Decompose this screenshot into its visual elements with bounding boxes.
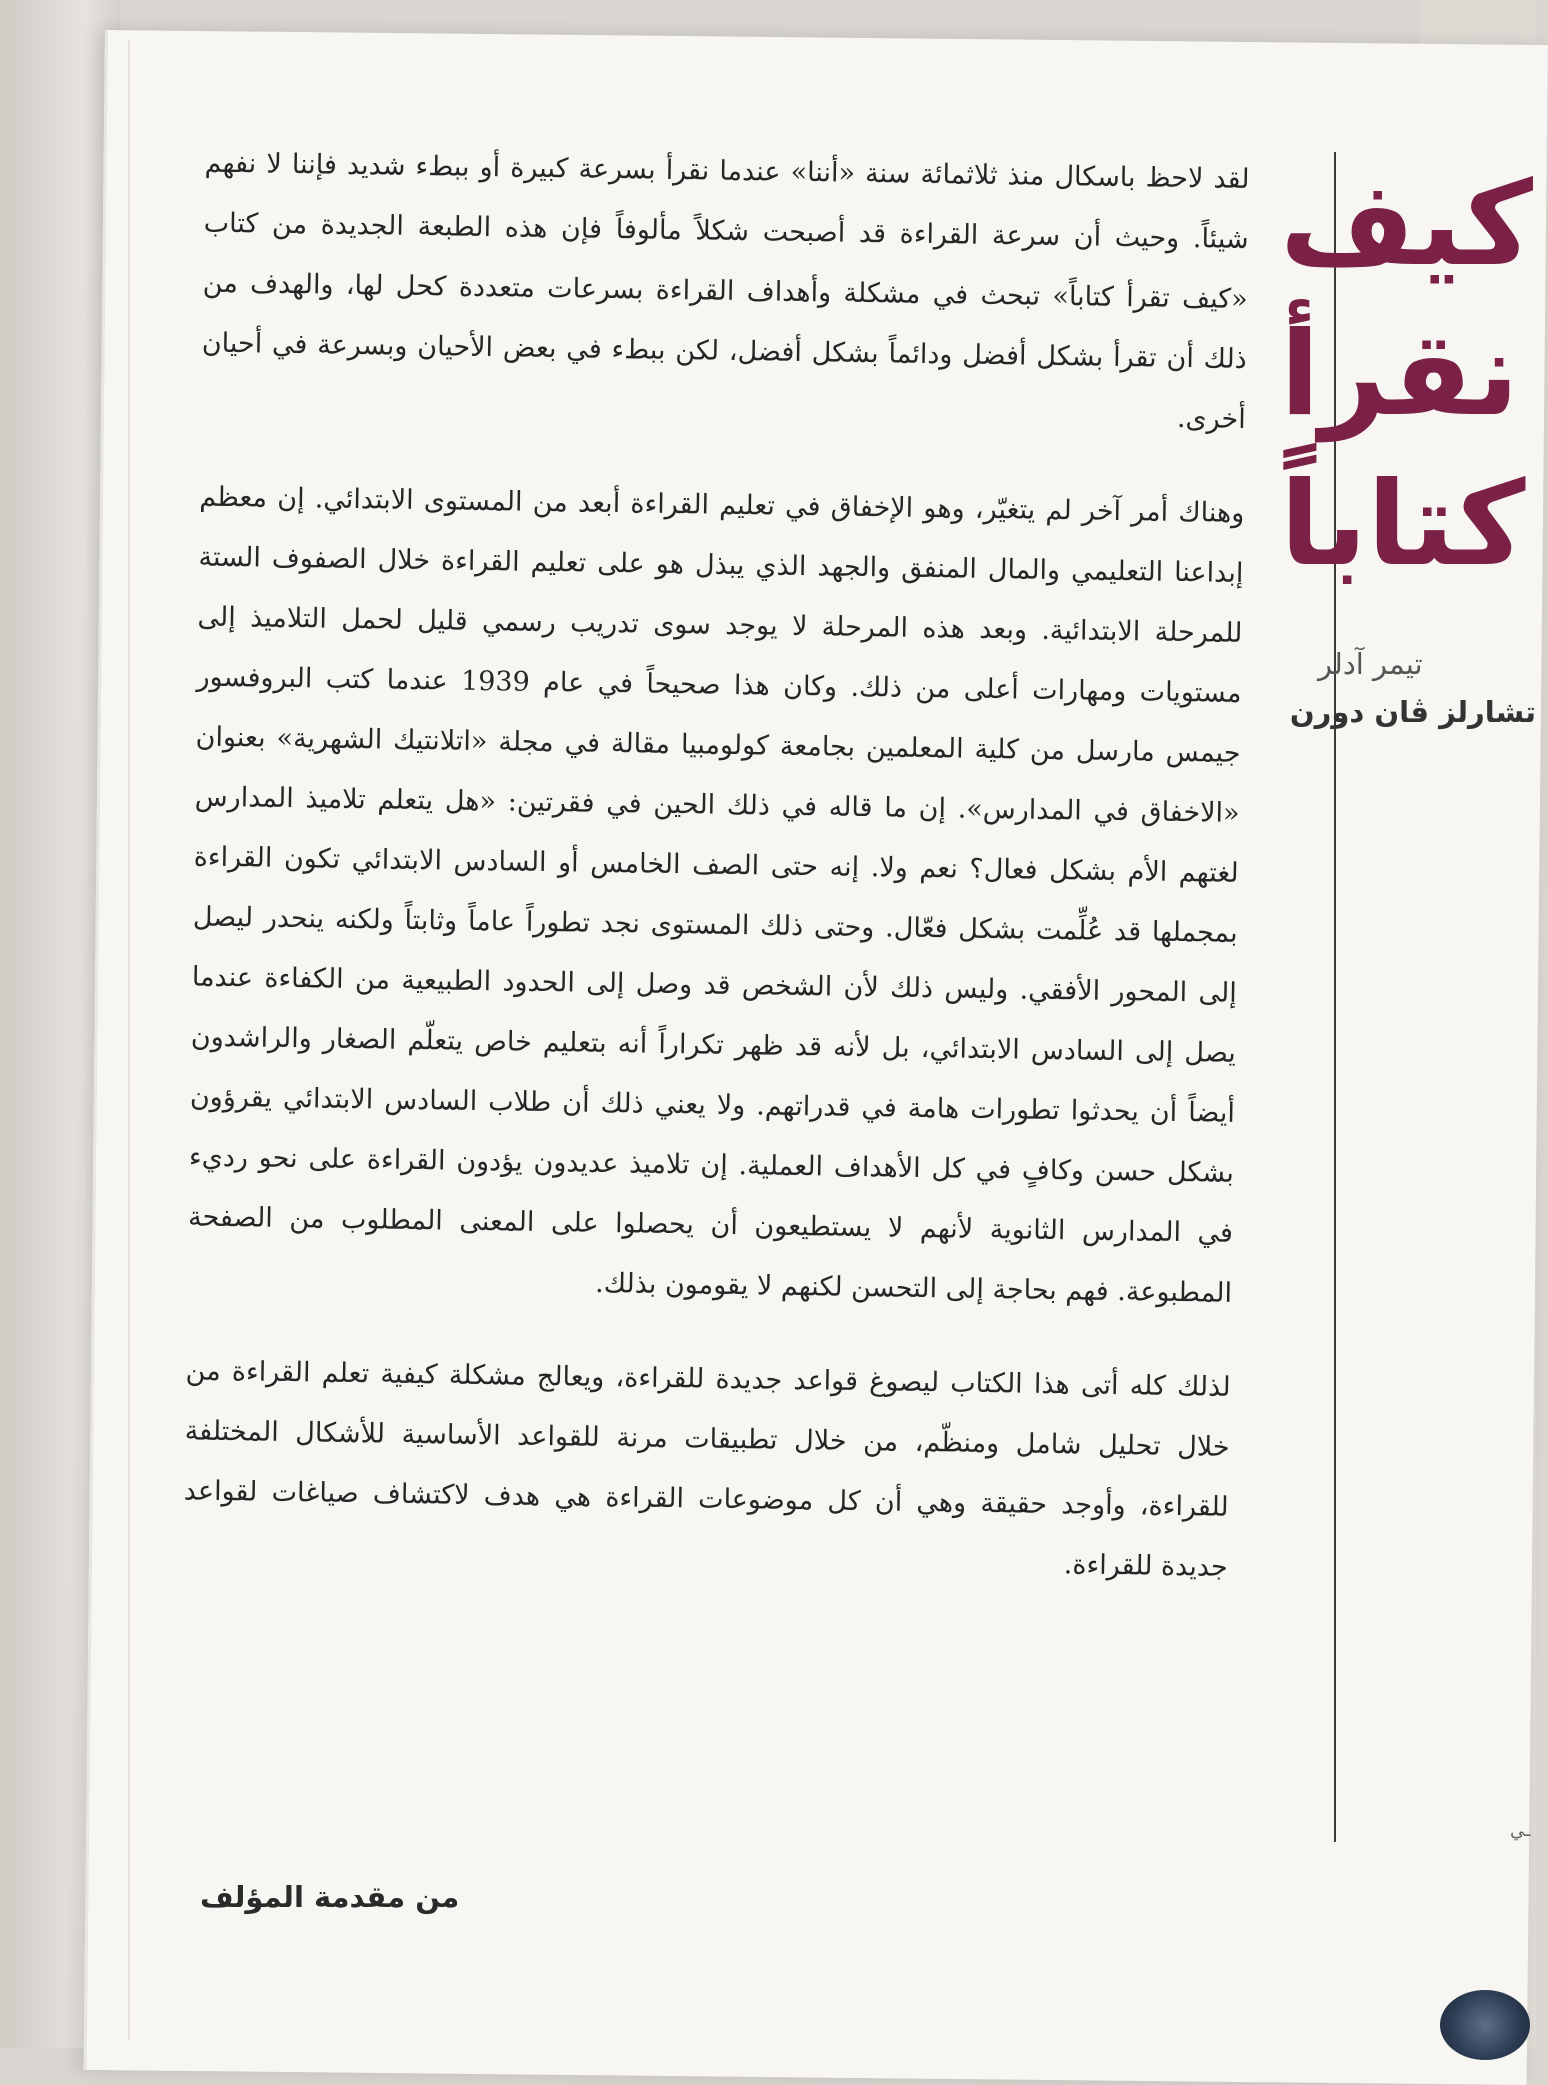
publisher-seal-icon [1440, 1990, 1530, 2060]
spine-title [1280, 150, 1536, 600]
spine-title-line-2: نقرأ [1280, 307, 1519, 442]
spine-authors [1289, 640, 1536, 736]
back-cover-text [182, 134, 1250, 1632]
attribution: من مقدمة المؤلف [200, 1880, 460, 1914]
spine-title-line-3: كتاباً [1280, 457, 1526, 592]
paragraph-2: وهناك أمر آخر لم يتغيّر، وهو الإخفاق في تعليم القراءة أبعد من المستوى الابتدائي. إن معظم إبداعنا التعليمي والمال المنفق والجهد الذي يبذل هو على تعليم القراءة خلال الصفوف الستة للمرحلة الابتدائية. وبعد هذه المرحلة لا يوجد سوى تدريب رسمي قليل لحمل التلاميذ إلى مستويات ومهارات أعلى من ذلك. وكان هذا صحيحاً في عام 1939 عندما كتب البروفسور جيمس مارسل من كلية المعلمين بجامعة كولومبيا مقالة في مجلة «اتلانتيك الشهرية» بعنوان «الاخفاق في المدارس». إن ما قاله في ذلك الحين في فقرتين: «هل يتعلم تلاميذ المدارس لغتهم الأم بشكل فعال؟ نعم ولا. إنه حتى الصف الخامس أو السادس الابتدائي تكون القراءة بمجملها قد عُلِّمت بشكل فعّال. وحتى ذلك المستوى نجد تطوراً عاماً وثابتاً ولكنه ينحدر ليصل إلى المحور الأفقي. وليس ذلك لأن الشخص قد وصل إلى الحدود الطبيعية من الكفاءة عندما يصل إلى السادس الابتدائي، بل لأنه قد ظهر تكراراً أنه بتعليم خاص يتعلّم الصغار والراشدون أيضاً أن يحدثوا تطورات هامة في قدراتهم. ولا يعني ذلك أن طلاب السادس الابتدائي يقرؤون بشكل حسن وكافٍ في كل الأهداف العملية. إن تلاميذ عديدون يؤدون القراءة على نحو رديء في المدارس الثانوية لأنهم لا يستطيعون أن يحصلوا على المعنى المطلوب من الصفحة المطبوعة. فهم بحاجة إلى التحسن لكنهم لا يقومون بذلك. [187, 481, 1245, 1309]
spine-text-fragment: ـي [1510, 1820, 1531, 1841]
spine-author-1: تيمر آدلر [1318, 647, 1423, 681]
cover-edge-line [128, 40, 130, 2040]
spine-title-line-1: كيف [1280, 157, 1533, 292]
spine-author-2: تشارلز ڤان دورن [1289, 695, 1536, 729]
paragraph-3: لذلك كله أتى هذا الكتاب ليصوغ قواعد جديدة للقراءة، ويعالج مشكلة كيفية تعلم القراءة من خلال تحليل شامل ومنظّم، من خلال تطبيقات مرنة للقواعد الأساسية للأشكال المختلفة للقراءة، وأوجد حقيقة وهي أن كل موضوعات القراءة هي هدف لاكتشاف صياغات لقواعد جديدة للقراءة. [183, 1355, 1231, 1583]
paragraph-1: لقد لاحظ باسكال منذ ثلاثمائة سنة «أننا» عندما نقرأ بسرعة كبيرة أو ببطء شديد فإننا لا نفهم شيئاً. وحيث أن سرعة القراءة قد أصبحت شكلاً مألوفاً فإن هذه الطبعة الجديدة من كتاب «كيف تقرأ كتاباً» تبحث في مشكلة وأهداف القراءة بسرعات متعددة كحل لها، والهدف من ذلك أن تقرأ بشكل أفضل ودائماً بشكل أفضل، لكن ببطء في بعض الأحيان وبسرعة في أحيان أخرى. [201, 147, 1250, 435]
